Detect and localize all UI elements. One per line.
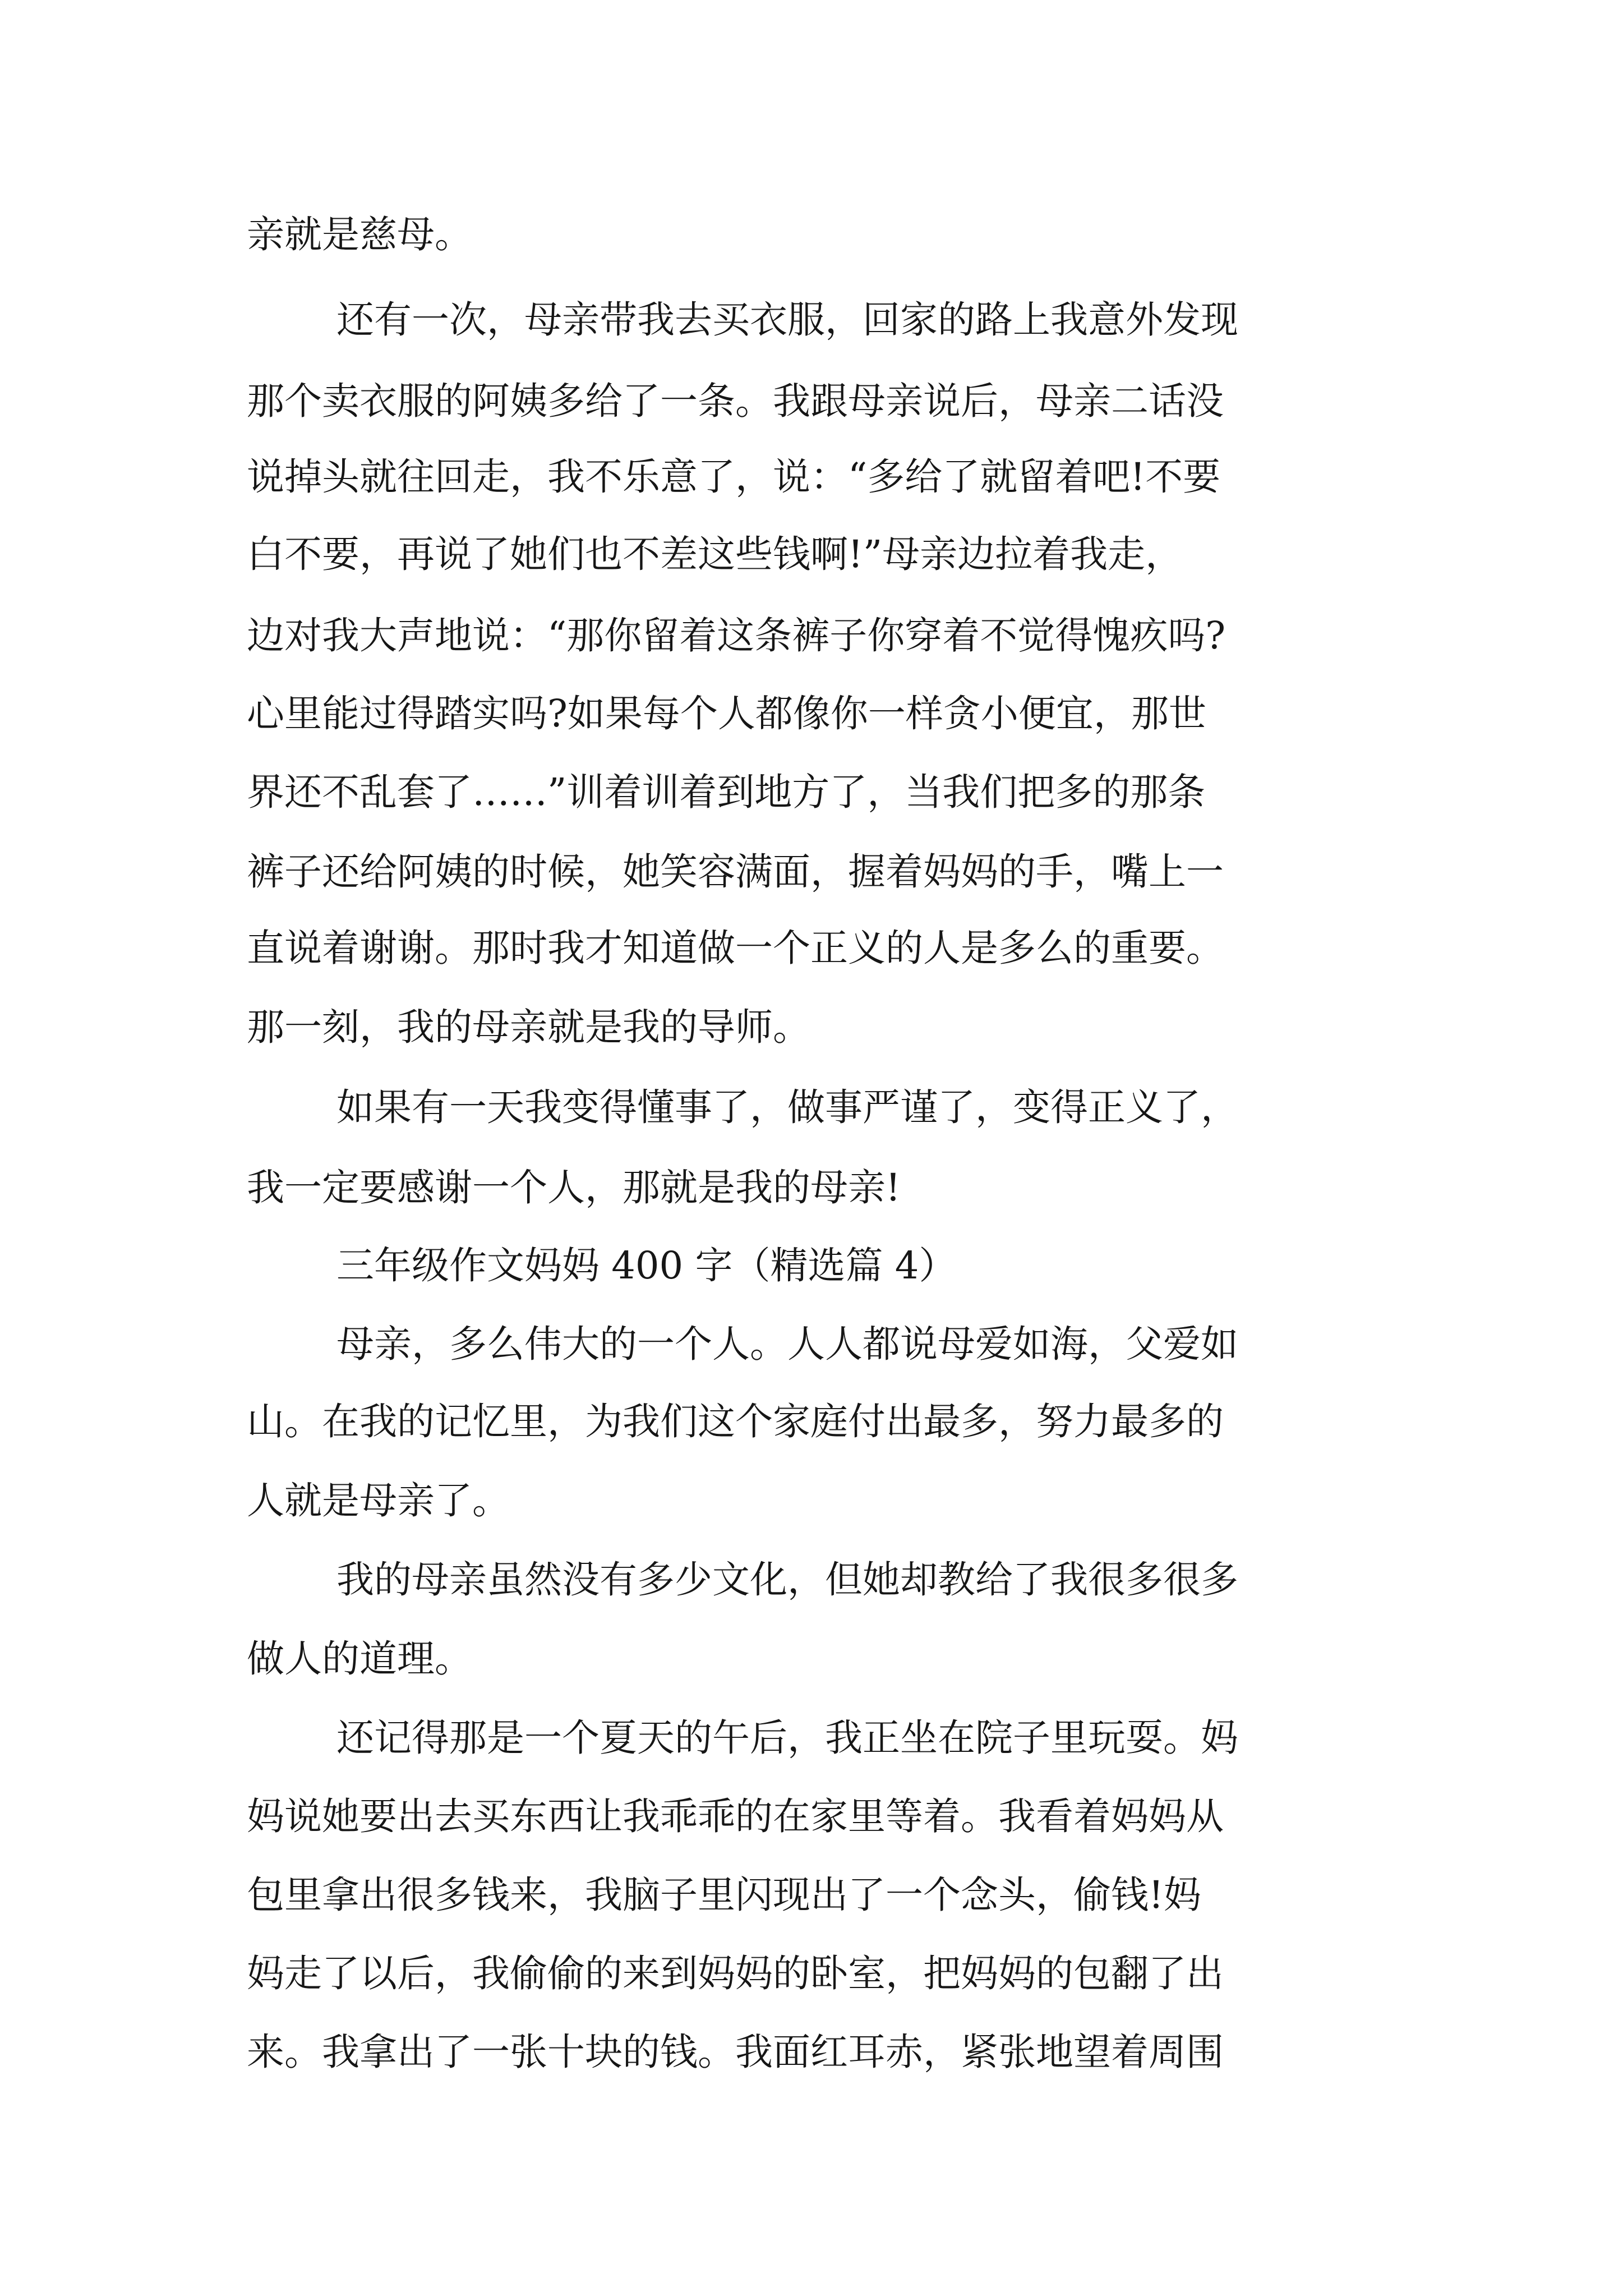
text-line: 边对我大声地说：“那你留着这条裤子你穿着不觉得愧疚吗? — [247, 614, 1226, 657]
section-heading: 三年级作文妈妈 400 字（精选篇 4） — [336, 1244, 957, 1287]
text-line: 山。在我的记忆里，为我们这个家庭付出最多，努力最多的 — [247, 1400, 1224, 1443]
text-line: 还记得那是一个夏天的午后，我正坐在院子里玩耍。妈 — [336, 1716, 1238, 1760]
text-line: 母亲，多么伟大的一个人。人人都说母爱如海，父爱如 — [336, 1322, 1238, 1366]
text-line: 我一定要感谢一个人，那就是我的母亲! — [247, 1166, 901, 1209]
text-line: 做人的道理。 — [247, 1637, 472, 1681]
text-line: 那一刻，我的母亲就是我的导师。 — [247, 1005, 810, 1049]
text-line: 如果有一天我变得懂事了，做事严谨了，变得正义了， — [336, 1085, 1238, 1129]
text-line: 我的母亲虽然没有多少文化，但她却教给了我很多很多 — [336, 1558, 1238, 1602]
text-line: 说掉头就往回走，我不乐意了，说：“多给了就留着吧!不要 — [247, 455, 1221, 499]
text-line: 白不要，再说了她们也不差这些钱啊!”母亲边拉着我走， — [247, 532, 1183, 576]
text-line: 直说着谢谢。那时我才知道做一个正义的人是多么的重要。 — [247, 926, 1224, 970]
text-line: 心里能过得踏实吗?如果每个人都像你一样贪小便宜，那世 — [247, 692, 1206, 735]
text-line: 还有一次，母亲带我去买衣服，回家的路上我意外发现 — [336, 298, 1238, 342]
text-line: 亲就是慈母。 — [247, 213, 472, 256]
text-line: 妈走了以后，我偷偷的来到妈妈的卧室，把妈妈的包翻了出 — [247, 1952, 1224, 1995]
text-line: 人就是母亲了。 — [247, 1479, 510, 1522]
text-line: 包里拿出很多钱来，我脑子里闪现出了一个念头，偷钱!妈 — [247, 1873, 1201, 1917]
text-line: 界还不乱套了……”训着训着到地方了，当我们把多的那条 — [247, 770, 1206, 814]
text-line: 裤子还给阿姨的时候，她笑容满面，握着妈妈的手，嘴上一 — [247, 850, 1224, 894]
text-line: 那个卖衣服的阿姨多给了一条。我跟母亲说后，母亲二话没 — [247, 379, 1224, 423]
text-line: 来。我拿出了一张十块的钱。我面红耳赤，紧张地望着周围 — [247, 2030, 1224, 2074]
text-line: 妈说她要出去买东西让我乖乖的在家里等着。我看着妈妈从 — [247, 1795, 1224, 1838]
